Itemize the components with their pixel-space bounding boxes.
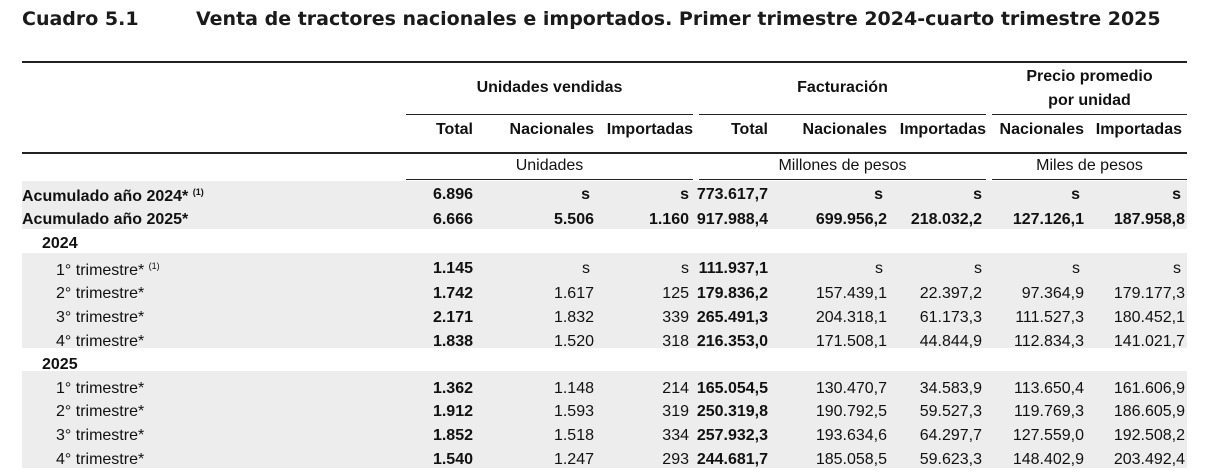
- table-cell: s: [1173, 260, 1181, 278]
- table-cell: 1.742: [432, 285, 473, 303]
- table-cell: 44.844,9: [919, 332, 982, 350]
- table-cell: 204.318,1: [815, 309, 887, 327]
- table-cell: [887, 232, 986, 256]
- table-cell: 214: [662, 379, 689, 397]
- col-header-price-imported: Importadas: [1095, 121, 1182, 138]
- table-cell: [986, 353, 1084, 377]
- table-cell: 1.160: [648, 211, 689, 229]
- year-label: [22, 232, 406, 256]
- table-cell: 319: [662, 403, 689, 421]
- row-label: [22, 329, 406, 353]
- table-row: [22, 208, 1185, 232]
- table-cell: 293: [662, 450, 689, 468]
- table-row: [22, 329, 1185, 353]
- units-group-rule: [406, 114, 693, 115]
- row-label-text: 2024: [42, 234, 78, 252]
- col-header-units-imported: Importadas: [606, 121, 693, 138]
- table-cell: 22.397,2: [919, 285, 982, 303]
- table-cell: 165.054,5: [696, 379, 768, 397]
- table-cell: s: [875, 260, 883, 278]
- row-label: [22, 181, 406, 208]
- table-cell: 1.838: [432, 332, 473, 350]
- row-label-text: 2° trimestre*: [56, 403, 145, 421]
- table-cell: 186.605,9: [1113, 403, 1185, 421]
- table-row: [22, 282, 1185, 306]
- unit-label-billing: Millones de pesos: [778, 157, 907, 174]
- footnote-marker: (1): [192, 187, 204, 197]
- table-cell: s: [1071, 186, 1080, 203]
- table-cell: [768, 232, 887, 256]
- row-label-text: 4° trimestre*: [56, 450, 145, 468]
- table-row: [22, 424, 1185, 448]
- unit-label-units: Unidades: [515, 157, 584, 174]
- table-cell: 1.540: [432, 450, 473, 468]
- table-cell: 1.617: [553, 285, 594, 303]
- table-cell: 1.593: [553, 403, 594, 421]
- table-row: [22, 255, 1185, 282]
- col-header-units-national: Nacionales: [509, 121, 594, 138]
- units-unit-rule: [406, 179, 693, 180]
- table-cell: 161.606,9: [1113, 379, 1185, 397]
- col-header-billing-total: Total: [730, 121, 768, 138]
- row-label: [22, 282, 406, 306]
- table-cell: 6.896: [432, 186, 473, 203]
- table-cell: 130.470,7: [815, 379, 887, 397]
- table-cell: s: [582, 260, 590, 278]
- table-cell: [473, 232, 594, 256]
- table-cell: 917.988,4: [696, 211, 768, 229]
- row-label: [22, 208, 406, 232]
- table-cell: 148.402,9: [1012, 450, 1084, 468]
- table-cell: 257.932,3: [696, 427, 768, 445]
- row-label-text: Acumulado año 2025*: [22, 211, 189, 229]
- table-cell: 203.492,4: [1113, 450, 1185, 468]
- table-cell: s: [973, 186, 982, 203]
- table-row: [22, 181, 1185, 208]
- table-cell: 265.491,3: [696, 309, 768, 327]
- table-cell: 187.958,8: [1113, 211, 1185, 229]
- header-rule: [22, 152, 1187, 154]
- table-cell: s: [1072, 260, 1080, 278]
- row-label: [22, 306, 406, 330]
- row-label-text: 3° trimestre*: [56, 309, 145, 327]
- table-cell: 216.353,0: [696, 332, 768, 350]
- table-cell: [1084, 353, 1185, 377]
- table-cell: 127.126,1: [1012, 211, 1084, 229]
- group-header-price-line1: Precio promedio: [1026, 68, 1153, 85]
- table-cell: 1.148: [553, 379, 594, 397]
- row-label-text: 2025: [42, 356, 78, 374]
- table-cell: [887, 353, 986, 377]
- table-cell: s: [874, 186, 883, 203]
- group-header-price-line2: por unidad: [1048, 92, 1131, 109]
- table-cell: s: [974, 260, 982, 278]
- section-row: [22, 232, 1185, 256]
- table-cell: 141.021,7: [1113, 332, 1185, 350]
- table-cell: 192.508,2: [1113, 427, 1185, 445]
- row-label-text: 1° trimestre*: [56, 262, 145, 280]
- col-header-price-national: Nacionales: [999, 121, 1084, 138]
- table-title: [22, 8, 1161, 30]
- table-cell: 1.145: [432, 260, 473, 278]
- section-row: [22, 353, 1185, 377]
- year-label: [22, 353, 406, 377]
- table-cell: 318: [662, 332, 689, 350]
- table-cell: 97.364,9: [1021, 285, 1084, 303]
- table-row: [22, 377, 1185, 401]
- data-table: [22, 181, 1185, 471]
- table-cell: 2.171: [432, 309, 473, 327]
- col-header-billing-national: Nacionales: [802, 121, 887, 138]
- table-cell: [693, 353, 768, 377]
- row-label-text: Acumulado año 2024*: [22, 188, 189, 205]
- table-cell: [406, 353, 473, 377]
- table-cell: 6.666: [432, 211, 473, 229]
- table-cell: [768, 353, 887, 377]
- table-cell: 773.617,7: [696, 186, 768, 203]
- table-cell: 1.832: [553, 309, 594, 327]
- table-cell: 1.852: [432, 427, 473, 445]
- price-unit-rule: [992, 179, 1187, 180]
- table-cell: 59.527,3: [919, 403, 982, 421]
- table-cell: 1.520: [553, 332, 594, 350]
- table-cell: [594, 353, 693, 377]
- billing-group-rule: [699, 114, 986, 115]
- row-label: [22, 424, 406, 448]
- table-cell: 64.297,7: [919, 427, 982, 445]
- table-cell: 179.836,2: [696, 285, 768, 303]
- table-cell: [473, 353, 594, 377]
- table-cell: 699.956,2: [815, 211, 887, 229]
- table-cell: 1.362: [432, 379, 473, 397]
- table-row: [22, 447, 1185, 471]
- table-cell: 180.452,1: [1113, 309, 1185, 327]
- table-cell: 1.247: [553, 450, 594, 468]
- table-row: [22, 306, 1185, 330]
- table-cell: s: [581, 186, 590, 203]
- table-cell: [594, 232, 693, 256]
- row-label: [22, 447, 406, 471]
- table-cell: 59.623,3: [919, 450, 982, 468]
- row-label: [22, 255, 406, 282]
- table-cell: 339: [662, 309, 689, 327]
- table-cell: 179.177,3: [1113, 285, 1185, 303]
- table-cell: 111.527,3: [1015, 309, 1084, 327]
- row-label-text: 3° trimestre*: [56, 427, 145, 445]
- table-cell: 334: [662, 427, 689, 445]
- table-cell: 218.032,2: [910, 211, 982, 229]
- table-cell: [1084, 232, 1185, 256]
- table-cell: 111.937,1: [698, 260, 768, 278]
- footnote-marker: (1): [148, 261, 160, 272]
- table-cell: 127.559,0: [1012, 427, 1084, 445]
- table-cell: 112.834,3: [1014, 332, 1084, 350]
- table-cell: [406, 232, 473, 256]
- billing-unit-rule: [699, 179, 986, 180]
- table-cell: 1.518: [553, 427, 594, 445]
- table-cell: 193.634,6: [815, 427, 887, 445]
- table-cell: 1.912: [432, 403, 473, 421]
- row-label-text: 4° trimestre*: [56, 332, 145, 350]
- table-cell: 190.792,5: [815, 403, 887, 421]
- table-cell: 171.508,1: [815, 332, 887, 350]
- row-label: [22, 400, 406, 424]
- col-header-billing-imported: Importadas: [899, 121, 986, 138]
- table-cell: 5.506: [553, 211, 594, 229]
- table-cell: 244.681,7: [696, 450, 768, 468]
- table-cell: 250.319,8: [696, 403, 768, 421]
- unit-label-price: Miles de pesos: [1036, 157, 1143, 174]
- table-cell: s: [681, 260, 689, 278]
- table-number: Cuadro 5.1: [22, 8, 139, 30]
- col-header-units-total: Total: [435, 121, 473, 138]
- table-cell: 157.439,1: [815, 285, 887, 303]
- table-cell: [693, 232, 768, 256]
- group-header-units: Unidades vendidas: [476, 79, 623, 96]
- price-group-rule: [992, 114, 1187, 115]
- table-cell: 119.769,3: [1014, 403, 1084, 421]
- row-label: [22, 377, 406, 401]
- top-rule: [22, 61, 1187, 63]
- table-cell: [986, 232, 1084, 256]
- table-cell: s: [1172, 186, 1181, 203]
- table-cell: 113.650,4: [1014, 379, 1084, 397]
- row-label-text: 2° trimestre*: [56, 285, 145, 303]
- table-cell: s: [680, 186, 689, 203]
- group-header-billing: Facturación: [797, 79, 888, 96]
- table-cell: 185.058,5: [815, 450, 887, 468]
- row-label-text: 1° trimestre*: [56, 379, 145, 397]
- table-row: [22, 400, 1185, 424]
- table-cell: 125: [662, 285, 689, 303]
- table-cell: 34.583,9: [919, 379, 982, 397]
- table-cell: 61.173,3: [919, 309, 982, 327]
- table-caption: Venta de tractores nacionales e importados. Primer trimestre 2024-cuarto trimestre 2025: [196, 8, 1161, 30]
